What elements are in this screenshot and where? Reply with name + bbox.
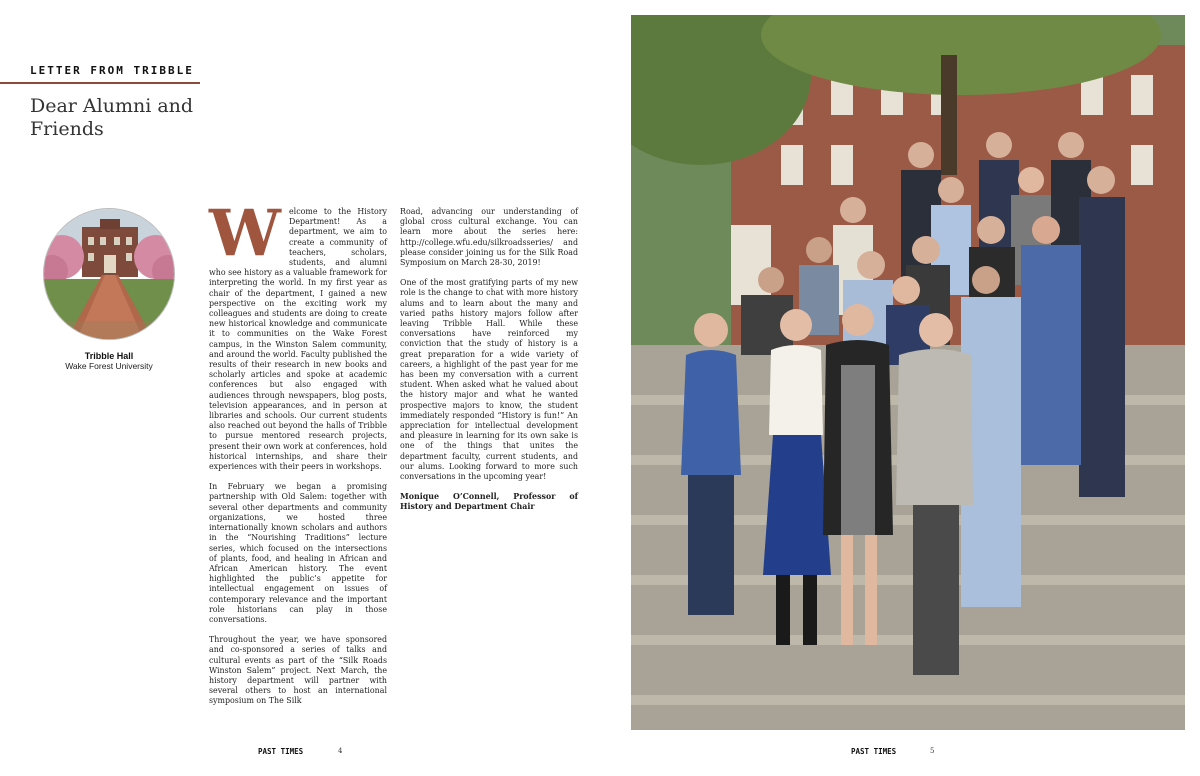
section-label: LETTER FROM TRIBBLE <box>30 64 194 77</box>
letter-paragraph: W elcome to the History Department! As a department, we aim to create a community of teachers, scholars, students, and alumni who see history as a valuable framework for interpreting the world. In my first year as chair of the department, I gained a new perspective on the exciting work my colleagues and students are doing to create new historical knowledge and communicate it to communities on the Wake Forest campus, in the Winston Salem community, and around the world. Faculty published the results of their research in new books and scholarly articles and spoke at academic conferences but also engaged with audiences through newspapers, blog posts, television appearances, and in person at libraries and schools. Our current students also reached out beyond the halls of Tribble to pursue mentored research projects, present their own work at conferences, hold historical internships, and share their experiences with their peers in workshops. <box>209 196 387 472</box>
letter-paragraph: One of the most gratifying parts of my new role is the change to chat with more history alums and to learn about the many and varied paths history majors follow after leaving Tribble Hall. While these conversations have reinforced my conviction that the study of history is a great preparation for a wide variety of careers, a highlight of the past year for me has been my conversation with a current student. When asked what he valued about the history major and what he wanted prospective majors to know, the student immediately responded “History is fun!” An appreciation for intellectual development and pleasure in learning for its own sake is one of the things that unites the department faculty, current students, and our alums. Looking forward to more such conversations in the upcoming year! <box>400 278 578 482</box>
page-number-left: 4 <box>338 747 343 755</box>
letter-paragraph: In February we began a promising partnership with Old Salem: together with several other departments and community organizations, we hosted three internationally known scholars and authors in the “Nourishing Traditions” lecture series, which focused on the intersections of plants, food, and healing in African and African American history. The event highlighted the public’s appetite for intellectual engagement on issues of contemporary relevance and the important role historians can play in those conversations. <box>209 482 387 624</box>
footer-publication-right: PAST TIMES <box>851 747 897 756</box>
faculty-group-photo <box>631 15 1185 730</box>
section-rule <box>0 82 200 84</box>
signature: Monique O’Connell, Professor of History and Department Chair <box>400 492 578 512</box>
tribble-hall-photo <box>43 208 175 340</box>
page-number-right: 5 <box>930 747 935 755</box>
footer-publication-left: PAST TIMES <box>258 747 304 756</box>
letter-column-2 <box>400 207 578 523</box>
letter-paragraph: Throughout the year, we have sponsored and co-sponsored a series of talks and cultural events as part of the “Silk Roads Winston Salem” project. Next March, the history department will partner with several others to host an international symposium on The Silk <box>209 635 387 706</box>
headline: Dear Alumni and Friends <box>30 95 194 140</box>
photo-caption-title: Tribble Hall <box>84 351 134 361</box>
letter-paragraph: Road, advancing our understanding of global cross cultural exchange. You can learn more about the series here: http://college.wfu.edu/silkroadsseries/ and please consider joining us for the Silk Road Symposium on March 28-30, 2019! <box>400 207 578 268</box>
letter-column-1 <box>209 196 387 717</box>
drop-cap: W <box>209 196 281 271</box>
photo-caption-subtitle: Wake Forest University <box>65 361 153 371</box>
